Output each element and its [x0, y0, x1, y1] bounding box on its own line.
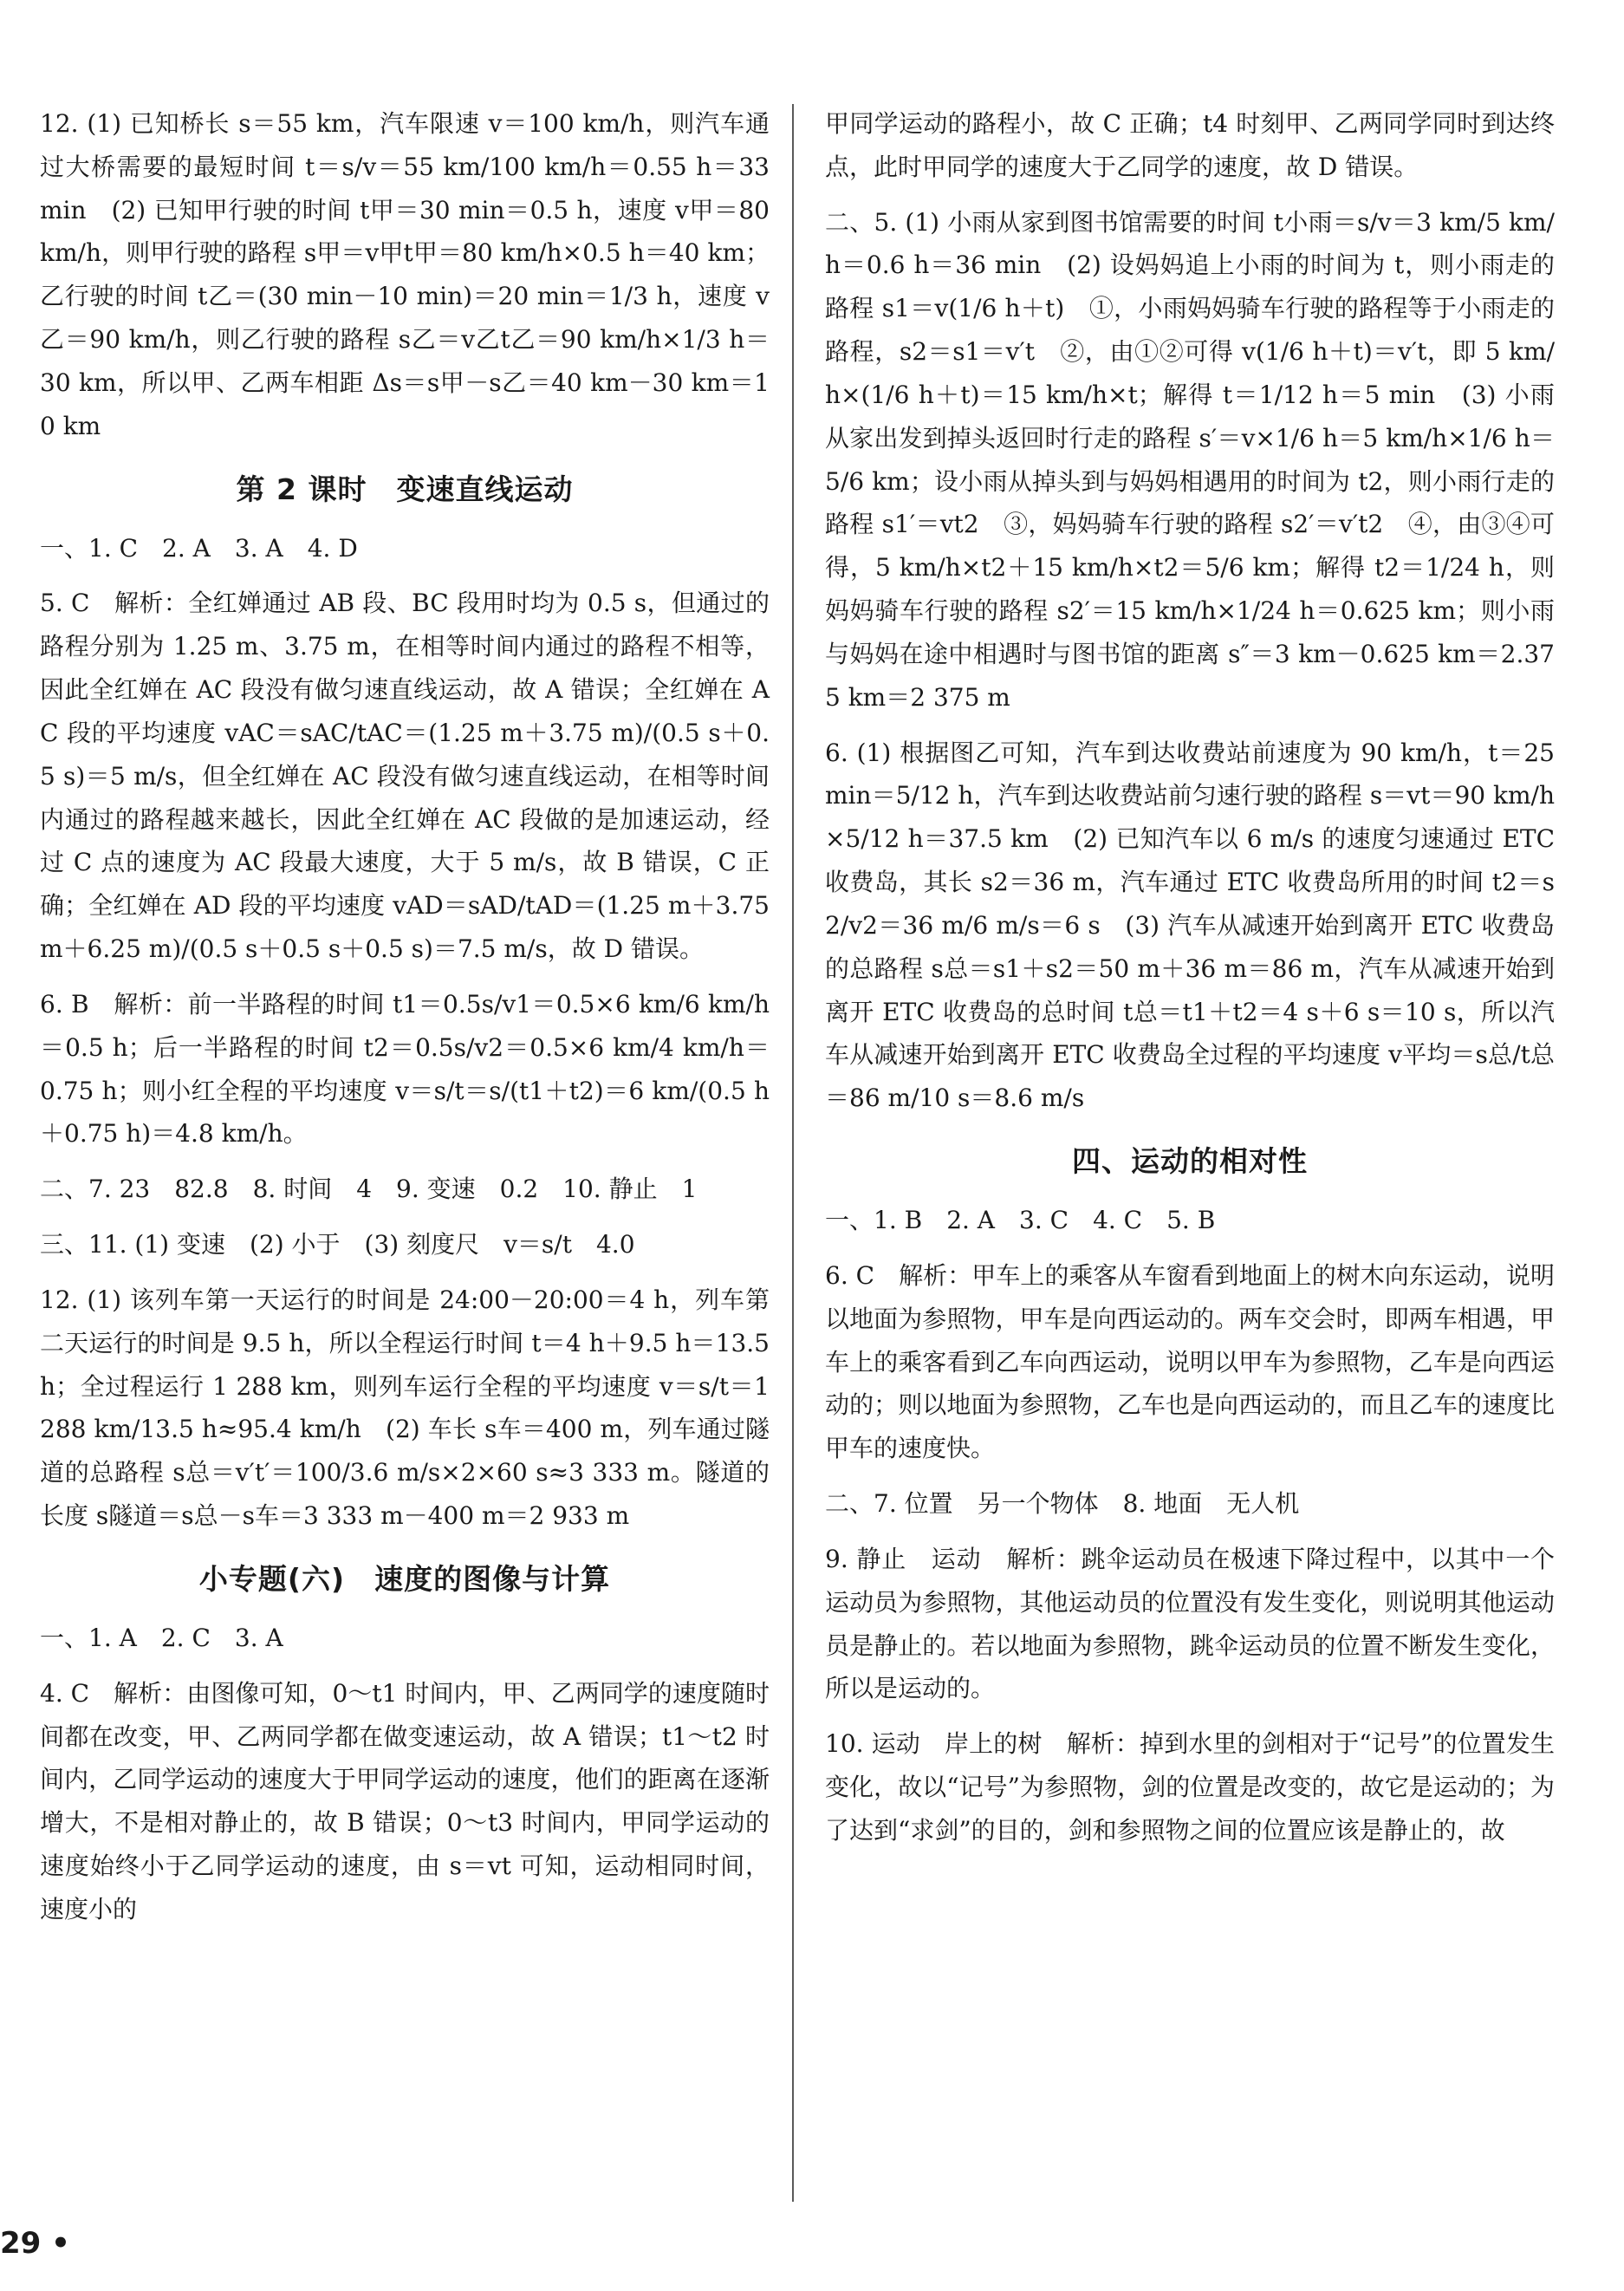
- answers-choice-1-5: 一、1. B 2. A 3. C 4. C 5. B: [825, 1206, 1216, 1235]
- answer-11: 三、11. (1) 变速 (2) 小于 (3) 刻度尺 v＝s/t 4.0: [40, 1230, 635, 1259]
- answer-6-explanation: 6. B 解析：前一半路程的时间 t1＝0.5s/v1＝0.5×6 km/6 km/h＝0.5 h；后一半路程的时间 t2＝0.5s/v2＝0.5×6 km/4 km/h＝0.75 h；则小红全程的平均速度 v＝s/t＝s/(t1＋t2)＝6 km/(0.5 h＋0.75 h)＝4.8 km/h。: [40, 989, 770, 1149]
- section-title-variable-motion: 第 2 课时 变速直线运动: [236, 472, 574, 506]
- answers-fill-7-10: 二、7. 23 82.8 8. 时间 4 9. 变速 0.2 10. 静止 1: [40, 1175, 698, 1204]
- answer-12-train: 12. (1) 该列车第一天运行的时间是 24:00－20:00＝4 h，列车第二天运行的时间是 9.5 h，所以全程运行时间 t＝4 h＋9.5 h＝13.5 h；全过程运行 1 288 km，则列车运行全程的平均速度 v＝s/t＝1 288 km/13.5 h≈95.4 km/h (2) 车长 s车＝400 m，列车通过隧道的总路程 s总＝v′t′＝100/3.6 m/s×2×60 s≈3 333 m。隧道的长度 s隧道＝s总－s车＝3 333 m－400 m＝2 933 m: [40, 1285, 770, 1531]
- answers-fill-7-8: 二、7. 位置 另一个物体 8. 地面 无人机: [825, 1489, 1300, 1519]
- section-title-speed-graph: 小专题(六) 速度的图像与计算: [198, 1561, 611, 1596]
- answer-5-explanation: 5. C 解析：全红婵通过 AB 段、BC 段用时均为 0.5 s，但通过的路程分别为 1.25 m、3.75 m，在相等时间内通过的路程不相等，因此全红婵在 AC 段没有做匀速直线运动，故 A 错误；全红婵在 AC 段的平均速度 vAC＝sAC/tAC＝(1.25 m＋3.75 m)/(0.5 s＋0.5 s)＝5 m/s，但全红婵在 AC 段没有做匀速直线运动，在相等时间内通过的路程越来越长，因此全红婵在 AC 段做的是加速运动，经过 C 点的速度为 AC 段最大速度，大于 5 m/s，故 B 错误，C 正确；全红婵在 AD 段的平均速度 vAD＝sAD/tAD＝(1.25 m＋3.75 m＋6.25 m)/(0.5 s＋0.5 s＋0.5 s)＝7.5 m/s，故 D 错误。: [40, 589, 770, 964]
- answer-10-sword: 10. 运动 岸上的树 解析：掉到水里的剑相对于“记号”的位置发生变化，故以“记号”为参照物，剑的位置是改变的，故它是运动的；为了达到“求剑”的目的，剑和参照物之间的位置应该是静止的，故: [825, 1729, 1555, 1845]
- page-number: 29 •: [0, 2226, 70, 2261]
- answers-choice-1-3: 一、1. A 2. C 3. A: [40, 1623, 283, 1652]
- section-title-relative-motion: 四、运动的相对性: [1072, 1144, 1308, 1179]
- answer-5-xiaoyu: 二、5. (1) 小雨从家到图书馆需要的时间 t小雨＝s/v＝3 km/5 km/h＝0.6 h＝36 min (2) 设妈妈追上小雨的时间为 t，则小雨走的路程 s1＝v(1/6 h＋t) ①，小雨妈妈骑车行驶的路程等于小雨走的路程，s2＝s1＝v′t ②，由①②可得 v(1/6 h＋t)＝v′t，即 5 km/h×(1/6 h＋t)＝15 km/h×t；解得 t＝1/12 h＝5 min (3) 小雨从家出发到掉头返回时行走的路程 s′＝v×1/6 h＝5 km/h×1/6 h＝5/6 km；设小雨从掉头到与妈妈相遇用的时间为 t2，则小雨行走的路程 s1′＝vt2 ③，妈妈骑车行驶的路程 s2′＝v′t2 ④，由③④可得，5 km/h×t2＋15 km/h×t2＝5/6 km；解得 t2＝1/24 h，则妈妈骑车行驶的路程 s2′＝15 km/h×1/24 h＝0.625 km；则小雨与妈妈在途中相遇时与图书馆的距离 s″＝3 km－0.625 km＝2.375 km＝2 375 m: [825, 207, 1555, 712]
- answer-4-explanation: 4. C 解析：由图像可知，0～t1 时间内，甲、乙两同学的速度随时间都在改变，甲、乙两同学都在做变速运动，故 A 错误；t1～t2 时间内，乙同学运动的速度大于甲同学运动的速度，他们的距离在逐渐增大，不是相对静止的，故 B 错误；0～t3 时间内，甲同学运动的速度始终小于乙同学运动的速度，由 s＝vt 可知，运动相同时间，速度小的: [40, 1678, 770, 1923]
- answer-6-trains: 6. C 解析：甲车上的乘客从车窗看到地面上的树木向东运动，说明以地面为参照物，甲车是向西运动的。两车交会时，即两车相遇，甲车上的乘客看到乙车向西运动，说明以甲车为参照物，乙车是向西运动的；则以地面为参照物，乙车也是向西运动的，而且乙车的速度比甲车的速度快。: [825, 1260, 1555, 1463]
- column-divider: [792, 104, 794, 2202]
- answer-12-bridge: 12. (1) 已知桥长 s＝55 km，汽车限速 v＝100 km/h，则汽车通过大桥需要的最短时间 t＝s/v＝55 km/100 km/h＝0.55 h＝33 min (2) 已知甲行驶的时间 t甲＝30 min＝0.5 h，速度 v甲＝80 km/h，则甲行驶的路程 s甲＝v甲t甲＝80 km/h×0.5 h＝40 km；乙行驶的时间 t乙＝(30 min－10 min)＝20 min＝1/3 h，速度 v乙＝90 km/h，则乙行驶的路程 s乙＝v乙t乙＝90 km/h×1/3 h＝30 km，所以甲、乙两车相距 Δs＝s甲－s乙＝40 km－30 km＝10 km: [40, 109, 770, 440]
- right-column: [825, 102, 1555, 1865]
- answer-6-etc: 6. (1) 根据图乙可知，汽车到达收费站前速度为 90 km/h，t＝25 min＝5/12 h，汽车到达收费站前匀速行驶的路程 s＝vt＝90 km/h×5/12 h＝37.5 km (2) 已知汽车以 6 m/s 的速度匀速通过 ETC 收费岛，其长 s2＝36 m，汽车通过 ETC 收费岛所用的时间 t2＝s2/v2＝36 m/6 m/s＝6 s (3) 汽车从减速开始到离开 ETC 收费岛的总路程 s总＝s1＋s2＝50 m＋36 m＝86 m，汽车从减速开始到离开 ETC 收费岛的总时间 t总＝t1＋t2＝4 s＋6 s＝10 s，所以汽车从减速开始到离开 ETC 收费岛全过程的平均速度 v平均＝s总/t总＝86 m/10 s＝8.6 m/s: [825, 738, 1555, 1113]
- answer-4-continued: 甲同学运动的路程小，故 C 正确；t4 时刻甲、乙两同学同时到达终点，此时甲同学的速度大于乙同学的速度，故 D 错误。: [825, 109, 1555, 181]
- answers-choice-1-4: 一、1. C 2. A 3. A 4. D: [40, 533, 358, 563]
- answer-9-parachute: 9. 静止 运动 解析：跳伞运动员在极速下降过程中，以其中一个运动员为参照物，其他运动员的位置没有发生变化，则说明其他运动员是静止的。若以地面为参照物，跳伞运动员的位置不断发生变化，所以是运动的。: [825, 1544, 1555, 1703]
- left-column: [40, 102, 770, 1943]
